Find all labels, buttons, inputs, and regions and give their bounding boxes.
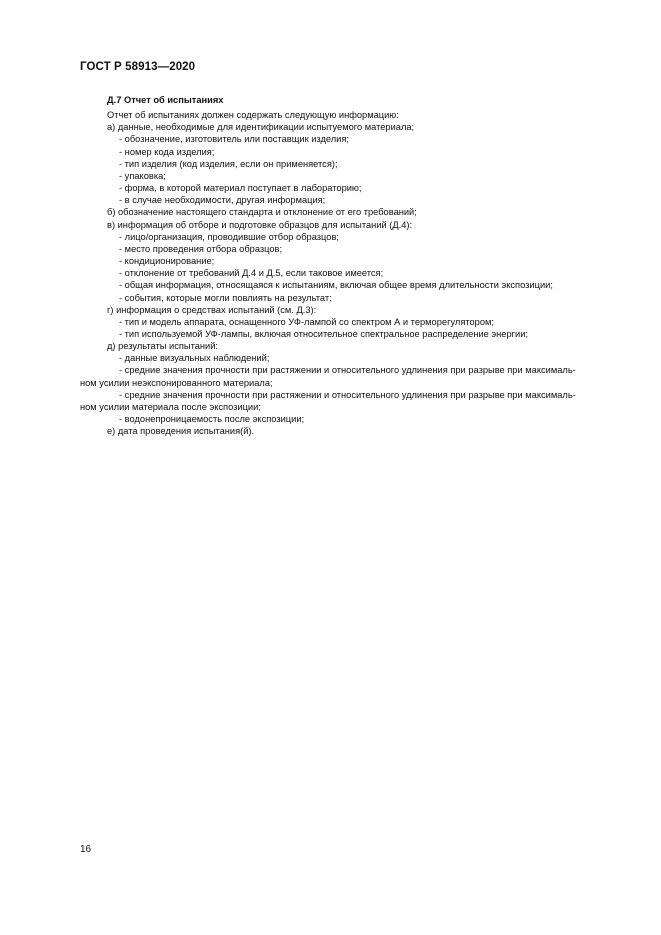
sub-item-d4: - водонепроницаемость после экспозиции; (119, 414, 305, 425)
page-number: 16 (80, 844, 92, 855)
sub-item-v4: - отклонение от требований Д.4 и Д.5, если таковое имеется; (119, 268, 384, 279)
sub-item-d2-line2: ном усилии неэкспонированного материала; (80, 377, 273, 388)
sub-item-d1: - данные визуальных наблюдений; (119, 353, 270, 364)
intro-text: Отчет об испытаниях должен содержать следующую информацию: (107, 110, 399, 121)
list-item-v: в) информация об отборе и подготовке образцов для испытаний (Д.4): (107, 219, 413, 230)
list-item-g: г) информация о средствах испытаний (см. Д.3): (107, 304, 317, 315)
list-item-a: а) данные, необходимые для идентификации испытуемого материала; (107, 122, 415, 133)
sub-item-a1: - обозначение, изготовитель или поставщик изделия; (119, 134, 349, 145)
sub-item-g2: - тип используемой УФ-лампы, включая относительное спектральное распределение энергии; (119, 328, 528, 339)
sub-item-a3: - тип изделия (код изделия, если он применяется); (119, 158, 338, 169)
sub-item-v1: - лицо/организация, проводившие отбор образцов; (119, 231, 339, 242)
sub-item-v6: - события, которые могли повлиять на результат; (119, 292, 332, 303)
section-d7 (80, 94, 588, 437)
sub-item-v3: - кондиционирование; (119, 256, 215, 267)
sub-item-v2: - место проведения отбора образцов; (119, 243, 283, 254)
document-header: ГОСТ Р 58913—2020 (80, 61, 196, 73)
sub-item-v5: - общая информация, относящаяся к испытаниям, включая общее время длительности экспозиции; (119, 280, 553, 291)
sub-item-d2-line1: - средние значения прочности при растяжении и относительного удлинения при разрыве при максималь- (119, 365, 576, 376)
section-title: Д.7 Отчет об испытаниях (107, 95, 224, 105)
list-item-e: е) дата проведения испытания(й). (107, 426, 255, 437)
list-item-d: д) результаты испытаний: (107, 341, 219, 352)
sub-item-a5: - форма, в которой материал поступает в лабораторию; (119, 183, 362, 194)
list-item-b: б) обозначение настоящего стандарта и отклонение от его требований; (107, 207, 417, 218)
sub-item-d3-line1: - средние значения прочности при растяжении и относительного удлинения при разрыве при максималь- (119, 389, 576, 400)
sub-item-a6: - в случае необходимости, другая информация; (119, 195, 326, 206)
sub-item-g1: - тип и модель аппарата, оснащенного УФ-лампой со спектром А и терморегулятором; (119, 316, 494, 327)
sub-item-a2: - номер кода изделия; (119, 146, 215, 157)
sub-item-a4: - упаковка; (119, 170, 166, 181)
sub-item-d3-line2: ном усилии материала после экспозиции; (80, 401, 261, 412)
